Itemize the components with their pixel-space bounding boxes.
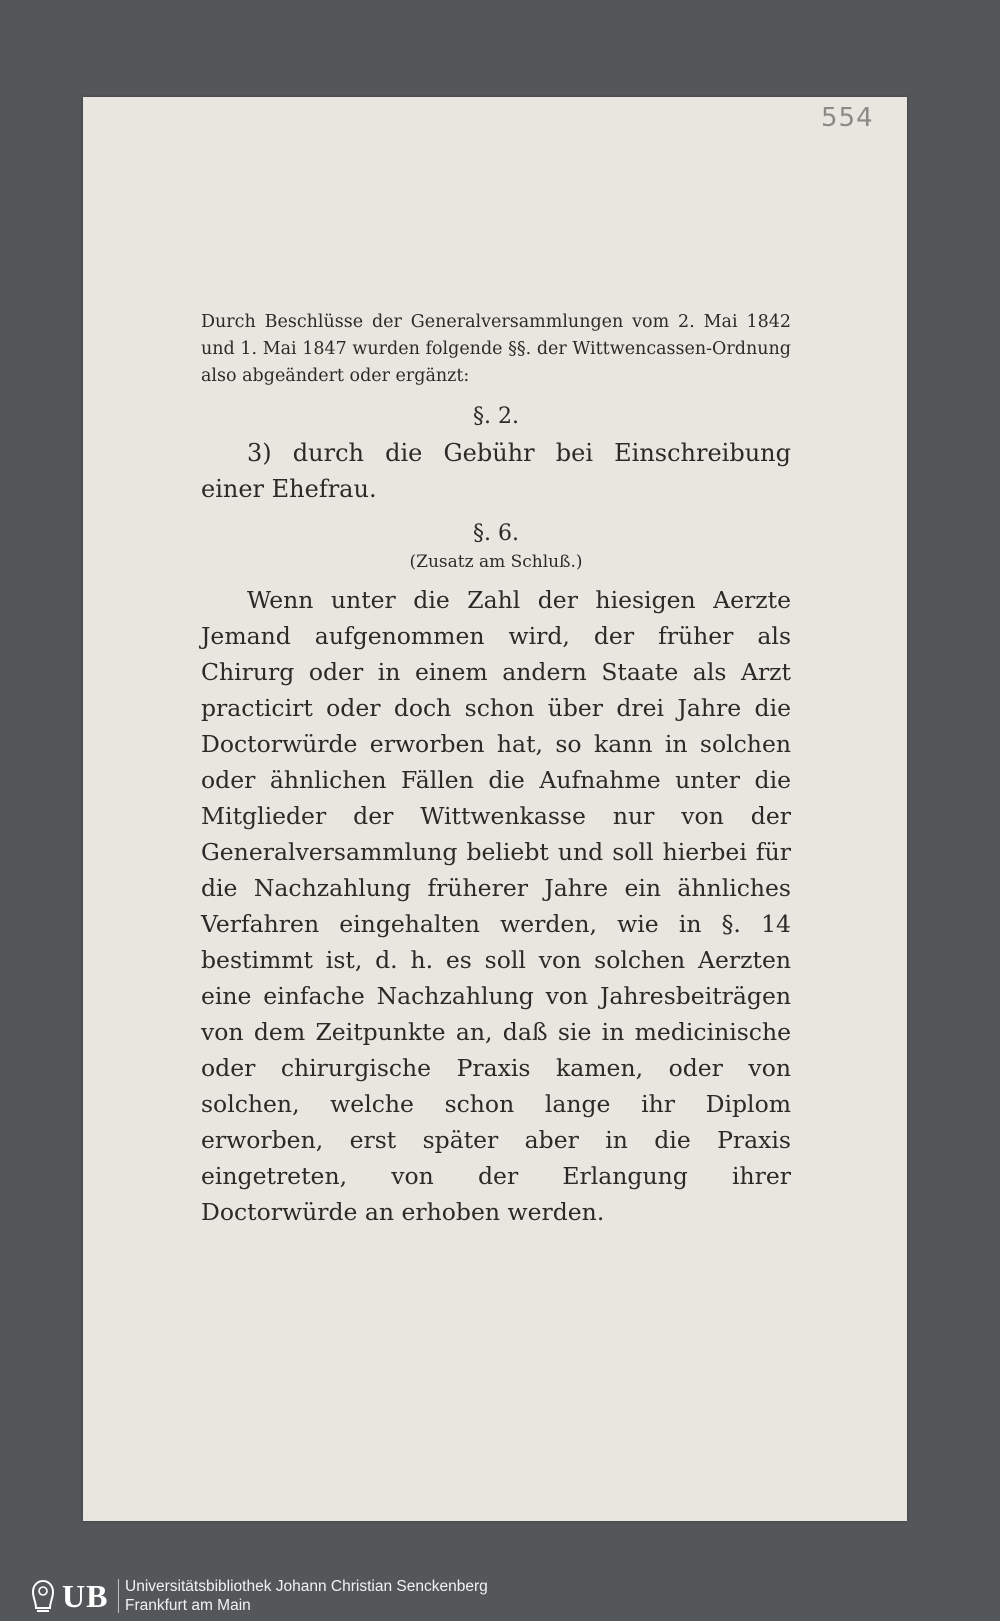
section-2-heading: §. 2. (473, 404, 519, 429)
page-number: 554 (821, 103, 874, 133)
section-6-heading: §. 6. (473, 521, 519, 546)
logo-divider (118, 1579, 119, 1613)
institution-name-line2: Frankfurt am Main (125, 1597, 251, 1614)
section-6-text: Wenn unter die Zahl der hiesigen Aerzte Jemand aufgenommen wird, der früher als Chirurg oder in einem andern Staate als Arzt practicirt oder doch schon über drei Jahre die Doctorwürde erworben hat, so kann in solchen oder ähnlichen Fällen die Aufnahme unter die Mitglieder der Wittwenkasse nur von der Generalversammlung beliebt und soll hierbei für die Nachzahlung früherer Jahre ein ähnliches Verfahren eingehalten werden, wie in §. 14 bestimmt ist, d. h. es soll von solchen Aerzten eine einfache Nachzahlung von Jahresbeiträgen von dem Zeitpunkte an, daß sie in medicinische oder chirurgische Praxis kamen, oder von solchen, welche schon lange ihr Diplom erworben, erst später aber in die Praxis eingetreten, von der Erlangung ihrer Doctorwürde an erhoben werden. (201, 586, 791, 1226)
institution-name (125, 1577, 488, 1615)
library-logo-text: UB (62, 1577, 109, 1614)
document-page (83, 97, 907, 1521)
institution-name-line1: Universitätsbibliothek Johann Christian Senckenberg (125, 1578, 488, 1595)
document-content (201, 309, 791, 1230)
section-2-text: 3) durch die Gebühr bei Einschreibung einer Ehefrau. (201, 439, 791, 503)
library-logo[interactable] (28, 1577, 116, 1615)
library-footer (0, 1571, 1000, 1621)
intro-paragraph: Durch Beschlüsse der Generalversammlungen vom 2. Mai 1842 und 1. Mai 1847 wurden folgende §§. der Wittwencassen-Ordnung also abgeändert oder ergänzt: (201, 312, 791, 386)
section-6-note: (Zusatz am Schluß.) (409, 552, 583, 572)
library-emblem-icon (28, 1578, 58, 1614)
